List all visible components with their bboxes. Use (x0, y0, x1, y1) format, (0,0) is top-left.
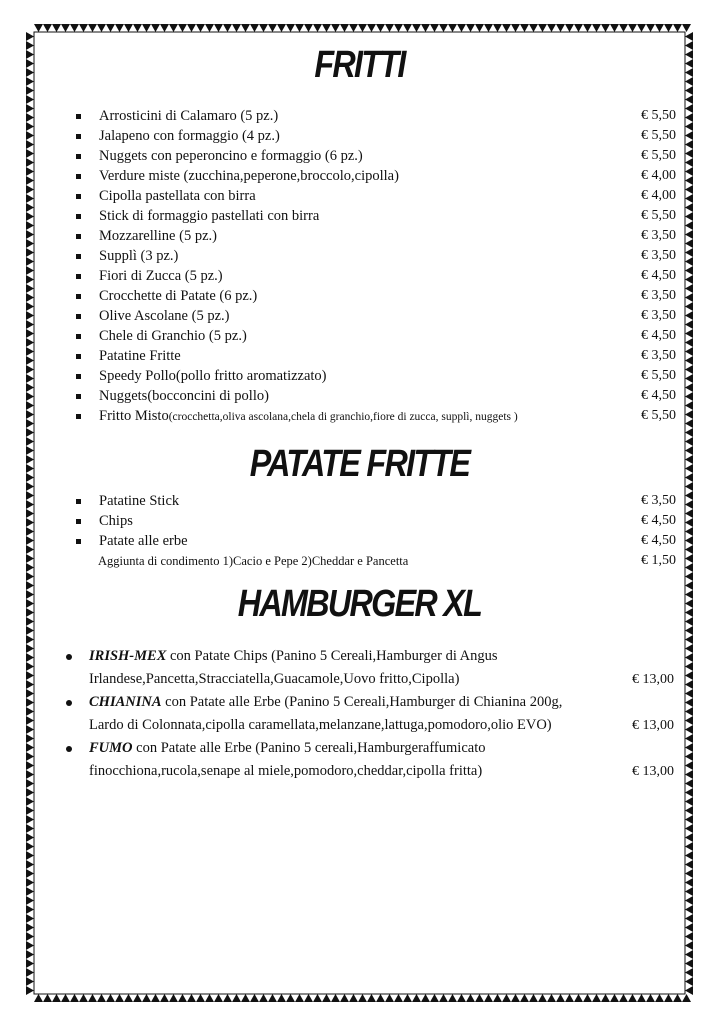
item-name-text: Chips (99, 513, 133, 529)
section-title-patate-fritte: PATATE FRITTE (249, 443, 470, 485)
item-price: € 3,50 (641, 308, 676, 323)
bullet-icon (76, 114, 81, 119)
menu-item (76, 106, 676, 126)
menu-item (76, 146, 676, 166)
item-name-text: Crocchette di Patate (6 pz.) (99, 288, 258, 304)
item-name (99, 166, 399, 186)
item-price: € 3,50 (641, 288, 676, 303)
item-price: € 5,50 (641, 208, 676, 223)
bullet-icon (76, 499, 81, 504)
item-name (99, 146, 363, 166)
item-name (99, 386, 269, 406)
burger-line-1 (60, 645, 674, 668)
item-name (99, 226, 217, 246)
bullet-icon (76, 539, 81, 544)
burger-line-1 (60, 737, 674, 760)
item-name (99, 366, 327, 386)
item-price: € 5,50 (641, 108, 676, 123)
addon-price: € 1,50 (641, 553, 676, 568)
menu-item (76, 166, 676, 186)
bullet-icon (76, 374, 81, 379)
item-name-text: Fiori di Zucca (5 pz.) (99, 268, 223, 284)
menu-item (76, 326, 676, 346)
item-name (99, 206, 319, 226)
burger-line-2 (60, 668, 674, 691)
item-price: € 3,50 (641, 493, 676, 508)
item-name (99, 106, 278, 126)
bullet-icon (76, 254, 81, 259)
item-name-text: Patatine Stick (99, 493, 180, 509)
patate-list (76, 491, 676, 551)
item-price: € 4,00 (641, 188, 676, 203)
bullet-icon (76, 194, 81, 199)
item-price: € 4,50 (641, 328, 676, 343)
item-name (99, 246, 178, 266)
burger-line-2 (60, 714, 674, 737)
item-price: € 4,00 (641, 168, 676, 183)
bullet-icon (76, 414, 81, 419)
item-name-text: Mozzarelline (5 pz.) (99, 228, 217, 244)
burger-desc-1: con Patate Chips (Panino 5 Cereali,Hamburger di Angus (166, 648, 498, 664)
menu-item (76, 346, 676, 366)
item-name (99, 406, 518, 427)
item-name-text: Olive Ascolane (5 pz.) (99, 308, 230, 324)
item-name-text: Patatine Fritte (99, 348, 181, 364)
burger-desc-2: Lardo di Colonnata,cipolla caramellata,melanzane,lattuga,pomodoro,olio EVO) (89, 717, 552, 733)
hamburger-list (60, 645, 674, 783)
section-title-hamburger: HAMBURGER XL (237, 583, 482, 625)
bullet-icon (76, 519, 81, 524)
burger-name: IRISH-MEX (89, 648, 167, 664)
bullet-icon (76, 274, 81, 279)
menu-item (76, 406, 676, 426)
item-price: € 3,50 (641, 228, 676, 243)
menu-item (76, 306, 676, 326)
item-price: € 3,50 (641, 348, 676, 363)
burger-item (60, 691, 674, 737)
item-name-text: Speedy Pollo(pollo fritto aromatizzato) (99, 368, 327, 384)
menu-item (76, 186, 676, 206)
bullet-icon (76, 334, 81, 339)
item-name-text: Verdure miste (zucchina,peperone,broccolo,cipolla) (99, 168, 399, 184)
burger-price: € 13,00 (632, 718, 674, 733)
addon-row (98, 551, 676, 571)
bullet-icon (76, 314, 81, 319)
bullet-icon (76, 234, 81, 239)
item-name (99, 286, 257, 306)
item-name-text: Nuggets(bocconcini di pollo) (99, 388, 269, 404)
menu-item (76, 226, 676, 246)
burger-line-2 (60, 760, 674, 783)
menu-item (76, 531, 676, 551)
burger-line-1 (60, 691, 674, 714)
menu-item (76, 286, 676, 306)
addon-text: Aggiunta di condimento 1)Cacio e Pepe 2)Cheddar e Pancetta (98, 554, 409, 568)
item-name-text: Arrosticini di Calamaro (5 pz.) (99, 108, 279, 124)
bullet-icon (76, 214, 81, 219)
item-name (99, 326, 247, 346)
menu-item (76, 386, 676, 406)
menu-item (76, 366, 676, 386)
item-price: € 5,50 (641, 128, 676, 143)
menu-item (76, 126, 676, 146)
item-name-text: Cipolla pastellata con birra (99, 188, 256, 204)
item-price: € 5,50 (641, 408, 676, 423)
item-name-text: Stick di formaggio pastellati con birra (99, 208, 320, 224)
item-name (99, 186, 256, 206)
item-name-text: Supplì (3 pz.) (99, 248, 179, 264)
item-name (99, 306, 229, 326)
item-price: € 4,50 (641, 268, 676, 283)
burger-price: € 13,00 (632, 672, 674, 687)
menu-item (76, 266, 676, 286)
bullet-icon (66, 654, 72, 660)
item-name (99, 531, 188, 551)
menu-item (76, 246, 676, 266)
item-name-text: Jalapeno con formaggio (4 pz.) (99, 128, 280, 144)
section-title-fritti: FRITTI (314, 44, 405, 86)
item-name-text: Chele di Granchio (5 pz.) (99, 328, 247, 344)
bullet-icon (76, 354, 81, 359)
bullet-icon (76, 154, 81, 159)
bullet-icon (66, 746, 72, 752)
menu-item (76, 206, 676, 226)
item-name-text: Nuggets con peperoncino e formaggio (6 pz.) (99, 148, 363, 164)
menu-item (76, 511, 676, 531)
menu-item (76, 491, 676, 511)
item-name (99, 126, 280, 146)
burger-item (60, 645, 674, 691)
item-price: € 3,50 (641, 248, 676, 263)
item-name (99, 491, 179, 511)
burger-desc-1: con Patate alle Erbe (Panino 5 Cereali,Hamburger di Chianina 200g, (161, 694, 563, 710)
item-price: € 5,50 (641, 148, 676, 163)
item-detail: (crocchetta,oliva ascolana,chela di granchio,fiore di zucca, supplì, nuggets ) (168, 411, 518, 423)
burger-price: € 13,00 (632, 764, 674, 779)
burger-desc-2: Irlandese,Pancetta,Stracciatella,Guacamole,Uovo fritto,Cipolla) (89, 671, 460, 687)
bullet-icon (76, 174, 81, 179)
item-name (99, 346, 181, 366)
burger-desc-1: con Patate alle Erbe (Panino 5 cereali,Hamburgeraffumicato (132, 740, 486, 756)
bullet-icon (76, 294, 81, 299)
item-price: € 5,50 (641, 368, 676, 383)
bullet-icon (76, 394, 81, 399)
burger-name: CHIANINA (89, 694, 162, 710)
item-name (99, 511, 133, 531)
item-price: € 4,50 (641, 513, 676, 528)
item-name (99, 266, 223, 286)
item-price: € 4,50 (641, 533, 676, 548)
item-price: € 4,50 (641, 388, 676, 403)
item-name-text: Patate alle erbe (99, 533, 188, 549)
burger-name: FUMO (89, 740, 133, 756)
burger-desc-2: finocchiona,rucola,senape al miele,pomodoro,cheddar,cipolla fritta) (89, 763, 483, 779)
burger-item (60, 737, 674, 783)
bullet-icon (76, 134, 81, 139)
item-name-text: Fritto Misto (99, 408, 169, 424)
fritti-list (76, 106, 676, 426)
bullet-icon (66, 700, 72, 706)
